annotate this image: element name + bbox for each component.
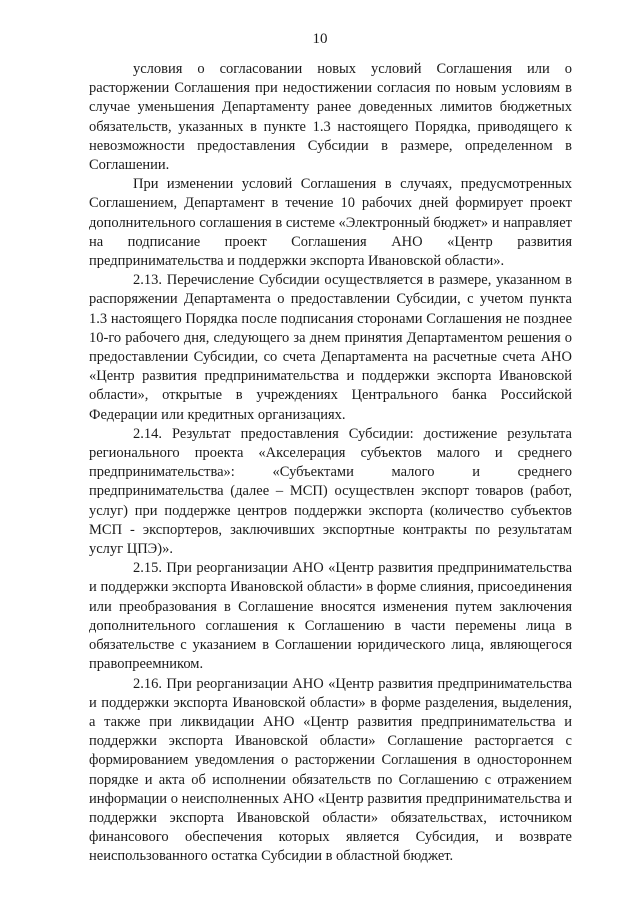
paragraph-2-14: 2.14. Результат предоставления Субсидии: достижение результата регионального проекта «Акселерация субъектов малого и среднего предпринимательства»: «Субъектами малого и среднего предпринимательства (далее – МСП) осуществлен экспорт товаров (работ, услуг) при поддержке центров поддержки экспорта (количество субъектов МСП - экспортеров, заключивших экспортные контракты по результатам услуг ЦПЭ)».	[89, 425, 572, 558]
page-number: 10	[312, 31, 328, 47]
paragraph-2-13: 2.13. Перечисление Субсидии осуществляется в размере, указанном в распоряжении Департамента о предоставлении Субсидии, с учетом пункта 1.3 настоящего Порядка после подписания сторонами Соглашения не позднее 10-го рабочего дня, следующего за днем принятия Департаментом решения о предоставлении Субсидии, со счета Департамента на расчетные счета АНО «Центр развития предпринимательства и поддержки экспорта Ивановской области», открытые в учреждениях Центрального банка Российской Федерации или кредитных организациях.	[89, 272, 572, 423]
document-body	[89, 60, 572, 867]
paragraph-agreement-changes: При изменении условий Соглашения в случаях, предусмотренных Соглашением, Департамент в течение 10 рабочих дней формирует проект дополнительного соглашения в системе «Электронный бюджет» и направляет на подписание проект Соглашения АНО «Центр развития предпринимательства и поддержки экспорта Ивановской области».	[89, 176, 572, 270]
paragraph-2-15: 2.15. При реорганизации АНО «Центр развития предпринимательства и поддержки экспорта Ивановской области» в форме слияния, присоединения или преобразования в Соглашение вносятся изменения путем заключения дополнительного соглашения к Соглашению в части перемены лица в обязательстве с указанием в Соглашении юридического лица, являющегося правопреемником.	[89, 560, 572, 673]
paragraph-continuation: условия о согласовании новых условий Соглашения или о расторжении Соглашения при недостижении согласия по новым условиям в случае уменьшения Департаменту ранее доведенных лимитов бюджетных обязательств, указанных в пункте 1.3 настоящего Порядка, приводящего к невозможности предоставления Субсидии в размере, определенном в Соглашении.	[89, 61, 572, 174]
paragraph-2-16: 2.16. При реорганизации АНО «Центр развития предпринимательства и поддержки экспорта Ивановской области» в форме разделения, выделения, а также при ликвидации АНО «Центр развития предпринимательства и поддержки экспорта Ивановской области» Соглашение расторгается с формированием уведомления о расторжении Соглашения в одностороннем порядке и акта об исполнении обязательств по Соглашению с отражением информации о неисполненных АНО «Центр развития предпринимательства и поддержки экспорта Ивановской области» обязательствах, источником финансового обеспечения которых является Субсидия, и возврате неиспользованного остатка Субсидии в областной бюджет.	[89, 675, 572, 865]
